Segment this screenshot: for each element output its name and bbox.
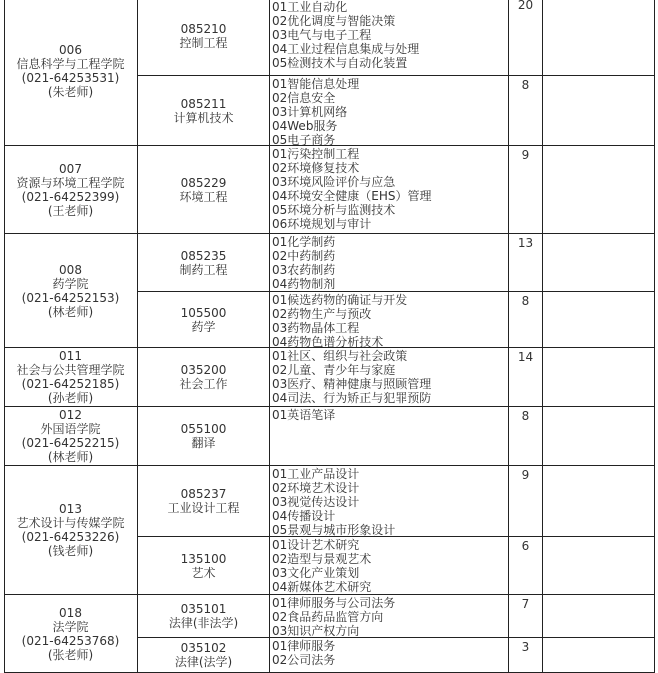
direction-item: 03计算机网络 <box>272 105 348 119</box>
direction-item: 01化学制药 <box>272 235 336 249</box>
enrollment-count-cell <box>509 146 543 234</box>
major-text: 035101 <box>180 602 227 616</box>
major-text: 035102 <box>180 641 227 655</box>
enrollment-count: 3 <box>521 640 530 654</box>
major-text: 035200 <box>180 363 227 377</box>
college-text: 008 <box>59 262 82 277</box>
major-text: 055100 <box>180 422 227 436</box>
enrollment-count-cell <box>509 0 543 76</box>
direction-item: 02儿童、青少年与家庭 <box>272 363 396 377</box>
college-text: (孙老师) <box>47 391 94 405</box>
major-text: 计算机技术 <box>173 110 234 125</box>
college-text: 011 <box>59 349 82 363</box>
enrollment-count: 8 <box>521 409 530 423</box>
direction-item: 02造型与景观艺术 <box>272 552 372 566</box>
college-text: (林老师) <box>47 450 94 464</box>
direction-cell <box>270 292 509 348</box>
college-text: (021-64252399) <box>21 189 120 204</box>
direction-item: 04药物制剂 <box>272 277 336 291</box>
college-text: (林老师) <box>47 304 94 319</box>
college-text: (021-64253531) <box>21 70 120 85</box>
direction-cell <box>270 76 509 146</box>
major-text: 法律(非法学) <box>168 616 239 630</box>
major-text: 105500 <box>180 305 227 320</box>
direction-cell <box>270 466 509 537</box>
direction-cell <box>270 595 509 638</box>
college-cell <box>4 0 138 146</box>
direction-item: 03农药制药 <box>272 263 336 277</box>
direction-item: 03电气与电子工程 <box>272 28 372 42</box>
college-cell <box>4 234 138 348</box>
major-cell <box>138 76 270 146</box>
direction-item: 01污染控制工程 <box>272 147 360 161</box>
direction-item: 02信息安全 <box>272 91 336 105</box>
college-text: 社会与公共管理学院 <box>16 363 125 377</box>
direction-item: 03视觉传达设计 <box>272 495 360 509</box>
direction-item: 02环境修复技术 <box>272 161 360 175</box>
major-cell <box>138 638 270 673</box>
enrollment-count-cell <box>509 348 543 407</box>
direction-item: 02优化调度与智能决策 <box>272 14 396 28</box>
college-text: 资源与环境工程学院 <box>16 175 125 190</box>
college-text: (021-64253768) <box>21 633 120 648</box>
direction-item: 04环境安全健康（EHS）管理 <box>272 189 432 203</box>
direction-item: 01律师服务与公司法务 <box>272 596 396 610</box>
college-text: 006 <box>59 42 82 57</box>
direction-cell <box>270 234 509 292</box>
direction-item: 04新媒体艺术研究 <box>272 580 372 594</box>
remarks-cell <box>543 407 655 466</box>
direction-cell <box>270 407 509 466</box>
college-text: (钱老师) <box>47 544 94 558</box>
enrollment-count-cell <box>509 466 543 537</box>
major-cell <box>138 595 270 638</box>
college-cell <box>4 595 138 673</box>
direction-item: 05环境分析与监测技术 <box>272 203 396 217</box>
direction-item: 02环境艺术设计 <box>272 481 360 495</box>
major-text: 环境工程 <box>179 189 228 204</box>
college-text: 药学院 <box>52 276 89 291</box>
enrollment-count: 9 <box>521 468 530 482</box>
major-cell <box>138 407 270 466</box>
direction-item: 04传播设计 <box>272 509 336 523</box>
direction-item: 03药物晶体工程 <box>272 321 360 335</box>
college-cell <box>4 466 138 595</box>
major-text: 135100 <box>180 551 227 566</box>
remarks-cell <box>543 466 655 537</box>
direction-item: 05景观与城市形象设计 <box>272 523 396 537</box>
major-cell <box>138 466 270 537</box>
major-text: 085211 <box>180 96 227 111</box>
enrollment-count: 7 <box>521 597 530 611</box>
direction-item: 02食品药品监管方向 <box>272 610 384 624</box>
enrollment-count-cell <box>509 638 543 673</box>
direction-item: 03知识产权方向 <box>272 624 360 638</box>
major-cell <box>138 348 270 407</box>
remarks-cell <box>543 146 655 234</box>
direction-item: 01设计艺术研究 <box>272 538 360 552</box>
remarks-cell <box>543 638 655 673</box>
college-text: 艺术设计与传媒学院 <box>16 516 125 530</box>
college-text: (021-64253226) <box>21 530 120 544</box>
direction-item: 01律师服务 <box>272 639 336 653</box>
college-text: 外国语学院 <box>40 422 101 436</box>
college-text: 012 <box>59 408 82 422</box>
direction-item: 01工业自动化 <box>272 0 348 14</box>
college-text: (021-64252215) <box>21 436 120 450</box>
major-text: 社会工作 <box>179 377 228 391</box>
major-text: 工业设计工程 <box>167 501 240 515</box>
college-text: 018 <box>59 605 82 620</box>
remarks-cell <box>543 537 655 595</box>
direction-item: 02公司法务 <box>272 653 336 667</box>
major-text: 控制工程 <box>179 35 228 50</box>
major-text: 085235 <box>180 248 227 263</box>
direction-item: 01候选药物的确证与开发 <box>272 293 408 307</box>
direction-cell <box>270 348 509 407</box>
direction-cell <box>270 537 509 595</box>
college-text: (021-64252185) <box>21 377 120 391</box>
direction-item: 04工业过程信息集成与处理 <box>272 42 420 56</box>
college-text: (王老师) <box>47 203 94 218</box>
direction-cell <box>270 638 509 673</box>
direction-item: 05检测技术与自动化装置 <box>272 56 408 70</box>
remarks-cell <box>543 595 655 638</box>
college-cell <box>4 348 138 407</box>
enrollment-count-cell <box>509 76 543 146</box>
direction-item: 04药物色谱分析技术 <box>272 335 384 348</box>
enrollment-count: 9 <box>521 148 530 162</box>
table-left-border <box>4 0 5 673</box>
college-text: (张老师) <box>47 647 94 662</box>
enrollment-count-cell <box>509 537 543 595</box>
major-cell <box>138 0 270 76</box>
major-text: 085237 <box>180 487 227 501</box>
remarks-cell <box>543 234 655 292</box>
remarks-cell <box>543 76 655 146</box>
major-cell <box>138 146 270 234</box>
enrollment-count: 20 <box>517 0 534 12</box>
direction-item: 01社区、组织与社会政策 <box>272 349 408 363</box>
college-text: (朱老师) <box>47 84 94 99</box>
direction-cell <box>270 0 509 76</box>
direction-item: 01工业产品设计 <box>272 467 360 481</box>
major-text: 法律(法学) <box>174 655 233 669</box>
direction-item: 05电子商务 <box>272 133 336 146</box>
college-text: 007 <box>59 161 82 176</box>
enrollment-count: 6 <box>521 539 530 553</box>
direction-item: 04司法、行为矫正与犯罪预防 <box>272 391 432 405</box>
major-text: 翻译 <box>191 436 216 450</box>
direction-item: 03环境风险评价与应急 <box>272 175 396 189</box>
direction-item: 01智能信息处理 <box>272 77 360 91</box>
direction-item: 04Web服务 <box>272 119 338 133</box>
major-cell <box>138 537 270 595</box>
remarks-cell <box>543 292 655 348</box>
major-text: 085210 <box>180 21 227 36</box>
direction-item: 06环境规划与审计 <box>272 217 372 231</box>
enrollment-count: 13 <box>517 236 534 250</box>
major-text: 制药工程 <box>179 262 228 277</box>
enrollment-count-cell <box>509 407 543 466</box>
enrollment-count: 8 <box>521 294 530 308</box>
enrollment-count-cell <box>509 595 543 638</box>
direction-item: 02药物生产与预改 <box>272 307 372 321</box>
college-text: 013 <box>59 502 82 516</box>
remarks-cell <box>543 348 655 407</box>
college-text: (021-64252153) <box>21 290 120 305</box>
college-cell <box>4 146 138 234</box>
enrollment-count: 8 <box>521 78 530 92</box>
major-cell <box>138 292 270 348</box>
major-text: 药学 <box>191 319 216 334</box>
direction-item: 01英语笔译 <box>272 408 336 422</box>
direction-cell <box>270 146 509 234</box>
major-text: 085229 <box>180 175 227 190</box>
college-text: 信息科学与工程学院 <box>16 56 125 71</box>
college-cell <box>4 407 138 466</box>
major-text: 艺术 <box>191 565 216 580</box>
remarks-cell <box>543 0 655 76</box>
enrollment-count-cell <box>509 292 543 348</box>
direction-item: 02中药制药 <box>272 249 336 263</box>
major-cell <box>138 234 270 292</box>
direction-item: 03医疗、精神健康与照顾管理 <box>272 377 432 391</box>
college-text: 法学院 <box>52 619 89 634</box>
enrollment-count-cell <box>509 234 543 292</box>
enrollment-count: 14 <box>517 350 534 364</box>
direction-item: 03文化产业策划 <box>272 566 360 580</box>
